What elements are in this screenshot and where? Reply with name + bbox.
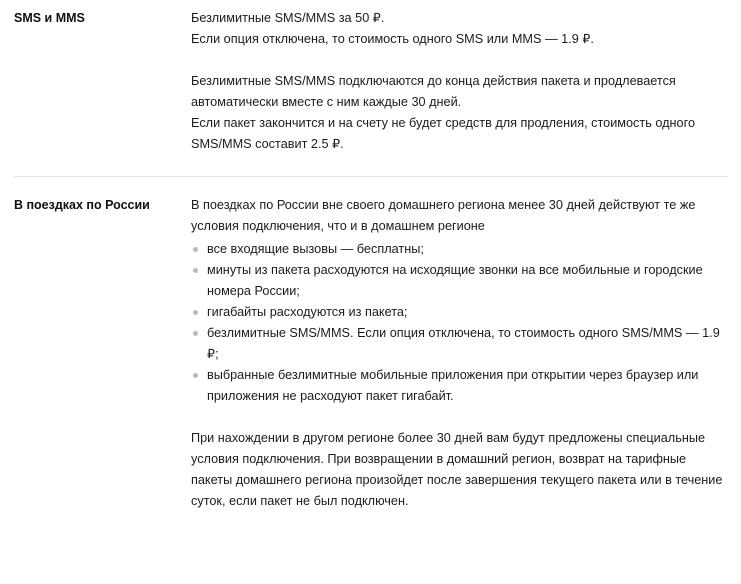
sms-mms-paragraph-1: Безлимитные SMS/MMS за 50 ₽. [191, 11, 385, 25]
bullet-dot-icon [193, 331, 198, 336]
list-item-label: минуты из пакета расходуются на исходящие звонки на все мобильные и городские номера России; [207, 263, 703, 298]
travel-outro-paragraph: При нахождении в другом регионе более 30 дней вам будут предложены специальные условия подключения. При возвращении в домашний регион, возврат на тарифные пакеты домашнего региона произойдет после завершения текущего пакета или в течение суток, если пакет не был подключен. [191, 431, 723, 508]
list-item [191, 239, 727, 260]
section-term-sms-mms: SMS и MMS [14, 11, 85, 25]
list-item [191, 260, 727, 302]
bullet-dot-icon [193, 247, 198, 252]
section-term-travel-russia: В поездках по России [14, 198, 150, 212]
section-divider [14, 176, 727, 177]
travel-conditions-list [191, 239, 727, 407]
bullet-dot-icon [193, 268, 198, 273]
list-item-label: выбранные безлимитные мобильные приложения при открытии через браузер или приложения не расходуют пакет гигабайт. [207, 368, 699, 403]
section-travel-russia [14, 195, 727, 512]
section-sms-mms [14, 8, 727, 155]
list-item [191, 365, 727, 407]
list-item-label: гигабайты расходуются из пакета; [207, 305, 408, 319]
list-item [191, 323, 727, 365]
sms-mms-paragraph-4: Если пакет закончится и на счету не будет средств для продления, стоимость одного SMS/MMS составит 2.5 ₽. [191, 116, 695, 151]
list-item [191, 302, 727, 323]
bullet-dot-icon [193, 310, 198, 315]
travel-intro-paragraph: В поездках по России вне своего домашнего региона менее 30 дней действуют те же условия подключения, что и в домашнем регионе [191, 198, 696, 233]
section-body-sms-mms [191, 8, 727, 155]
bullet-dot-icon [193, 373, 198, 378]
list-item-label: безлимитные SMS/MMS. Если опция отключена, то стоимость одного SMS/MMS — 1.9 ₽; [207, 326, 720, 361]
sms-mms-paragraph-3: Безлимитные SMS/MMS подключаются до конца действия пакета и продлевается автоматически вместе с ним каждые 30 дней. [191, 74, 676, 109]
sms-mms-paragraph-2: Если опция отключена, то стоимость одного SMS или MMS — 1.9 ₽. [191, 32, 594, 46]
list-item-label: все входящие вызовы — бесплатны; [207, 242, 424, 256]
section-body-travel-russia [191, 195, 727, 512]
